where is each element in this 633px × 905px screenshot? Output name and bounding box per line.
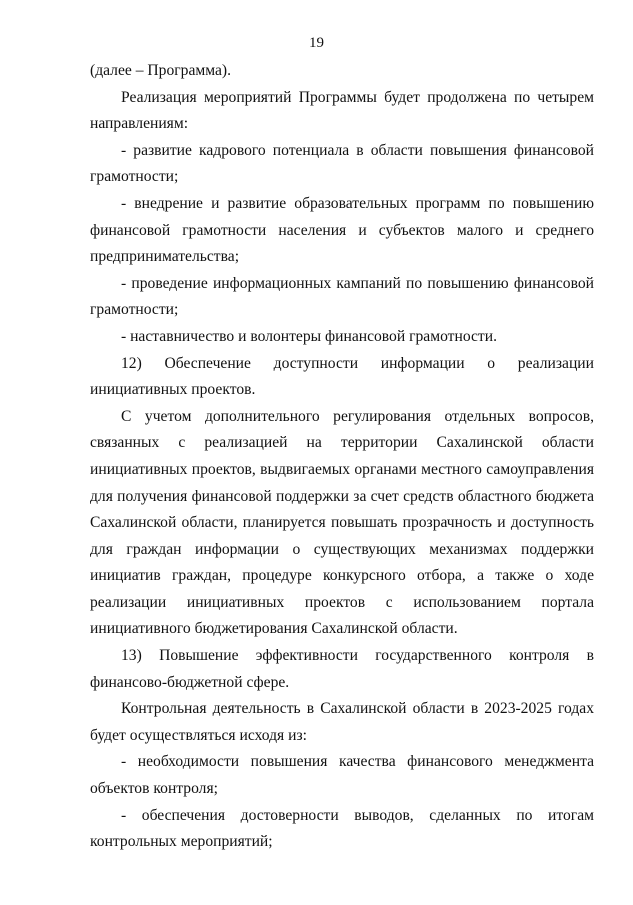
list-item-educational-programs: - внедрение и развитие образовательных программ по повышению финансовой грамотности населения и субъектов малого и среднего предпринимательства;	[90, 194, 594, 266]
list-item-financial-management: - необходимости повышения качества финансового менеджмента объектов контроля;	[90, 753, 594, 798]
list-item-staff-potential: - развитие кадрового потенциала в области повышения финансовой грамотности;	[90, 141, 594, 186]
section-heading-13: 13) Повышение эффективности государственного контроля в финансово-бюджетной сфере.	[90, 647, 594, 691]
paragraph-initiative-projects: С учетом дополнительного регулирования отдельных вопросов, связанных с реализацией на территории Сахалинской области инициативных проектов, выдвигаемых органами местного самоуправления для получения финансовой поддержки за счет средств областного бюджета Сахалинской области, планируется повышать прозрачность и доступность для граждан информации о существующих механизмах поддержки инициатив граждан, процедуре конкурсного отбора, а также о ходе реализации инициативных проектов с использованием портала инициативного бюджетирования Сахалинской области.	[90, 407, 594, 638]
list-item-mentoring-volunteers: - наставничество и волонтеры финансовой грамотности.	[121, 327, 497, 345]
paragraph-control-activity: Контрольная деятельность в Сахалинской области в 2023-2025 годах будет осуществляться исходя из:	[90, 700, 594, 744]
list-item-information-campaigns: - проведение информационных кампаний по повышению финансовой грамотности;	[90, 274, 594, 319]
section-heading-12: 12) Обеспечение доступности информации о реализации инициативных проектов.	[90, 354, 594, 399]
document-body	[90, 58, 594, 856]
paragraph-directions-intro: Реализация мероприятий Программы будет продолжена по четырем направлениям:	[90, 88, 594, 133]
paragraph-continuation: (далее – Программа).	[90, 62, 232, 79]
list-item-reliability-conclusions: - обеспечения достоверности выводов, сделанных по итогам контрольных мероприятий;	[90, 806, 594, 851]
page-number: 19	[309, 35, 324, 51]
